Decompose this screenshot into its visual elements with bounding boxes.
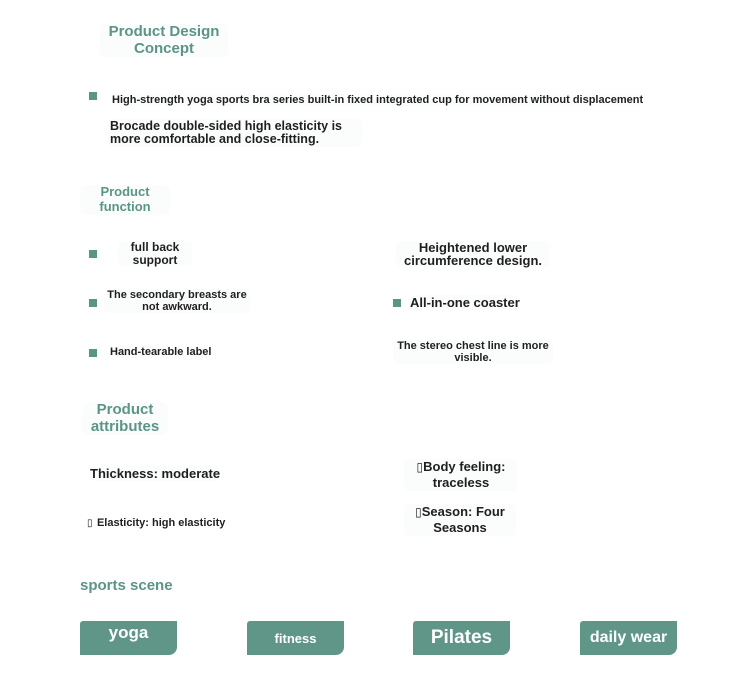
function-title: Product function — [80, 185, 170, 215]
attribute-season — [404, 504, 516, 536]
function-item-all-in-one: All-in-one coaster — [410, 295, 520, 310]
square-bullet-icon — [89, 349, 97, 357]
attribute-thickness: Thickness: moderate — [90, 466, 221, 481]
missing-glyph-icon: ▯ — [415, 505, 422, 519]
square-bullet-icon — [89, 92, 97, 100]
design-line-1: High-strength yoga sports bra series built-in fixed integrated cup for movement without displacement — [112, 94, 644, 106]
function-item-hand-tearable: Hand-tearable label — [110, 346, 212, 358]
missing-glyph-icon: ▯ — [416, 460, 424, 474]
scene-title: sports scene — [80, 577, 173, 594]
attribute-elasticity-label: Elasticity: high elasticity — [96, 517, 226, 529]
square-bullet-icon — [89, 250, 97, 258]
square-bullet-icon — [89, 299, 97, 307]
scene-chip-pilates: Pilates — [413, 621, 510, 655]
attribute-body-feeling — [404, 459, 518, 491]
design-line-2: Brocade double-sided high elasticity is more comfortable and close-fitting. — [108, 119, 362, 147]
function-item-stereo-chest: The stereo chest line is more visible. — [393, 340, 553, 364]
function-item-full-back: full back support — [118, 241, 192, 266]
function-item-lower-circumference: Heightened lower circumference design. — [396, 241, 550, 267]
design-title: Product Design Concept — [100, 24, 228, 57]
scene-chip-daily-wear: daily wear — [580, 621, 677, 655]
attribute-body-feeling-label: Body feeling: traceless — [423, 459, 506, 490]
function-item-secondary-breasts: The secondary breasts are not awkward. — [104, 289, 250, 313]
attribute-season-label: Season: Four Seasons — [421, 504, 505, 535]
scene-chip-fitness: fitness — [247, 621, 344, 655]
missing-glyph-icon: ▯ — [87, 518, 93, 529]
scene-chip-yoga: yoga — [80, 621, 177, 655]
attribute-elasticity — [87, 513, 225, 531]
attributes-title: Product attributes — [82, 402, 168, 435]
square-bullet-icon — [393, 299, 401, 307]
